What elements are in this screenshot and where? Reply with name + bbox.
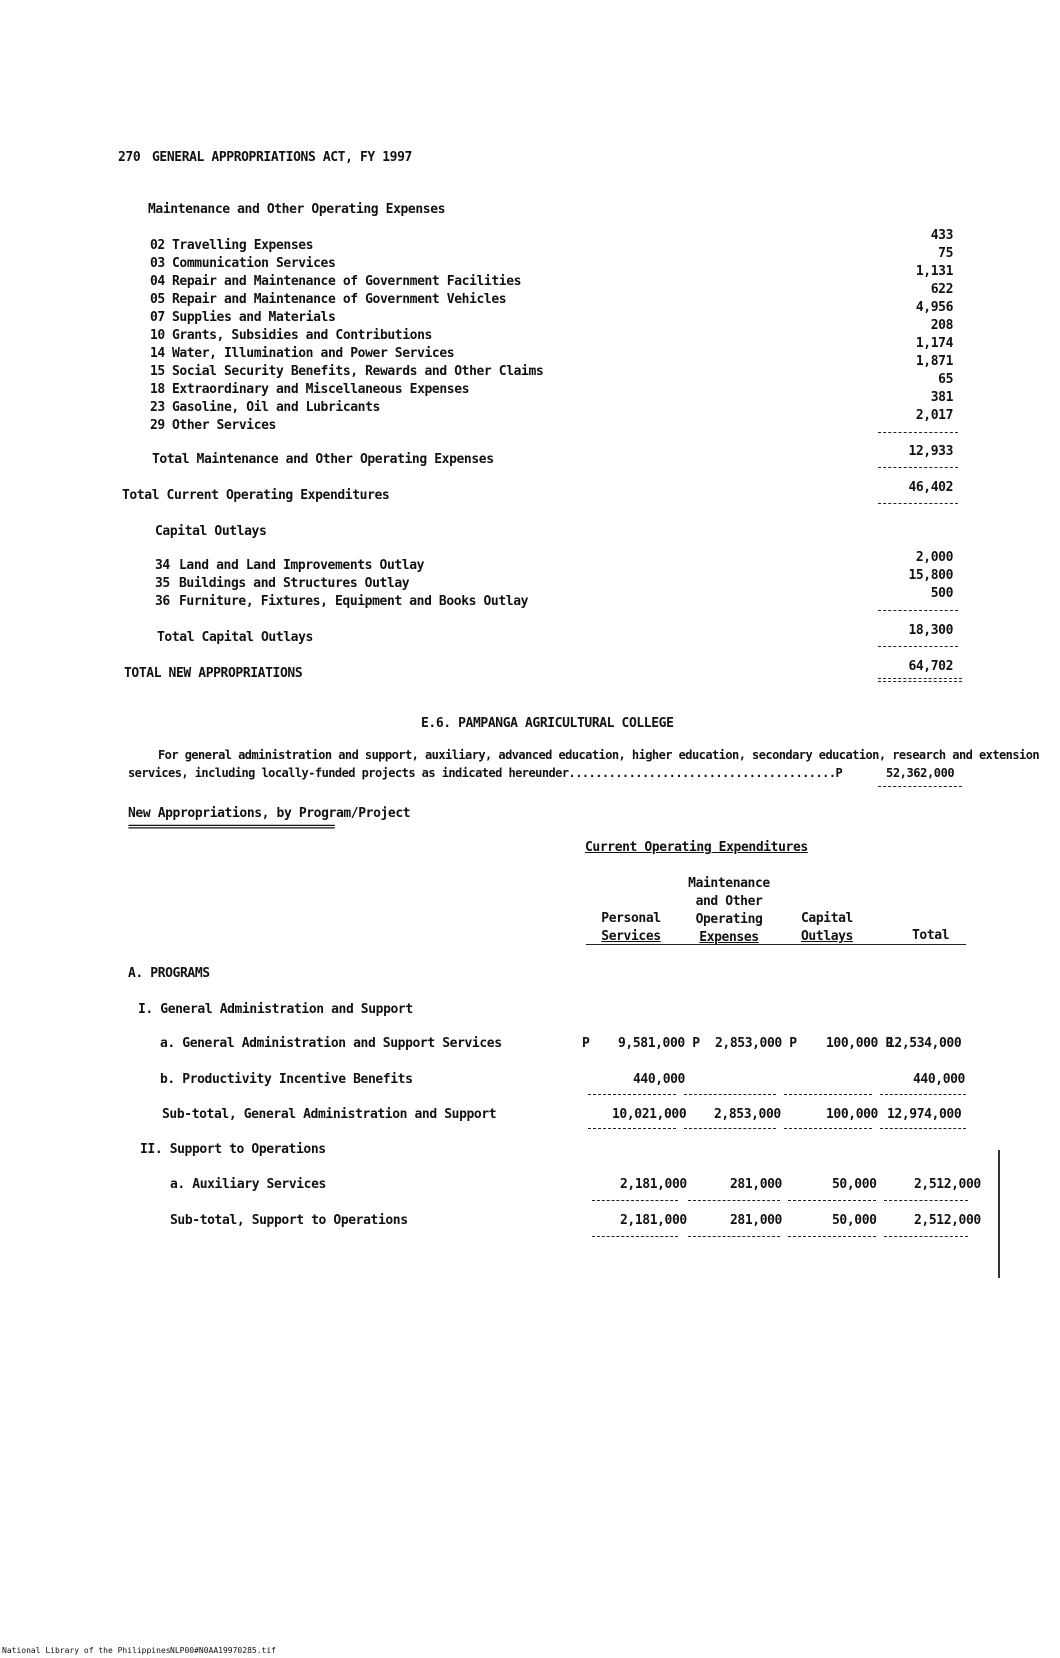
co-item-code: 35 bbox=[155, 576, 170, 591]
moe-item-label: Supplies and Materials bbox=[172, 310, 336, 325]
total-new-label: TOTAL NEW APPROPRIATIONS bbox=[124, 666, 303, 681]
moe-item-code: 18 bbox=[150, 382, 165, 397]
moe-item-label: Other Services bbox=[172, 418, 276, 433]
cell-ps: 10,021,000 bbox=[612, 1107, 687, 1122]
subtotal-rule bbox=[688, 1236, 780, 1237]
subtotal-rule bbox=[588, 1094, 676, 1095]
moe-item-amount: 4,956 bbox=[915, 300, 953, 315]
purpose-amount-rule bbox=[878, 786, 962, 787]
subtotal-rule bbox=[884, 1200, 968, 1201]
col-header-line: Outlays bbox=[801, 929, 853, 944]
col-header-personal-services bbox=[586, 910, 676, 946]
peso-sign: P bbox=[582, 1036, 590, 1051]
purpose-line-2: services, including locally-funded projects as indicated hereunder........................................P bbox=[128, 766, 843, 780]
moe-item-code: 15 bbox=[150, 364, 165, 379]
subtotal-rule bbox=[592, 1236, 678, 1237]
co-item-amount: 15,800 bbox=[908, 568, 953, 583]
moe-item-label: Grants, Subsidies and Contributions bbox=[172, 328, 432, 343]
new-approp-rule: ====================================== bbox=[128, 820, 335, 833]
moe-item-amount: 75 bbox=[938, 246, 953, 261]
cell-co: 50,000 bbox=[832, 1213, 877, 1228]
cell-moe: 2,853,000 P bbox=[715, 1036, 797, 1051]
col-header-line: Services bbox=[601, 929, 661, 944]
col-header-capital-outlays bbox=[783, 910, 871, 946]
row-label: b. Productivity Incentive Benefits bbox=[160, 1072, 413, 1087]
cell-ps: 9,581,000 P bbox=[618, 1036, 700, 1051]
footer-library: National Library of the Philippines bbox=[2, 1646, 171, 1655]
subtotal-rule bbox=[788, 1236, 876, 1237]
total-coe-amount: 46,402 bbox=[908, 480, 953, 495]
footer-filename: NLP00#N0AA19970285.tif bbox=[170, 1646, 276, 1655]
scan-edge-line bbox=[998, 1150, 1000, 1278]
subtotal-rule bbox=[878, 646, 958, 647]
moe-item-amount: 622 bbox=[930, 282, 953, 297]
total-moe-amount: 12,933 bbox=[908, 444, 953, 459]
total-new-amount: 64,702 bbox=[908, 659, 953, 674]
moe-item-amount: 1,871 bbox=[915, 354, 953, 369]
total-co-amount: 18,300 bbox=[908, 623, 953, 638]
cell-ps: 440,000 bbox=[633, 1072, 685, 1087]
subtotal-rule bbox=[784, 1128, 872, 1129]
co-item-amount: 500 bbox=[930, 586, 953, 601]
moe-heading: Maintenance and Other Operating Expenses bbox=[148, 202, 446, 217]
moe-item-amount: 208 bbox=[930, 318, 953, 333]
row-label: Sub-total, Support to Operations bbox=[170, 1213, 408, 1228]
subtotal-rule bbox=[592, 1200, 678, 1201]
moe-item-code: 10 bbox=[150, 328, 165, 343]
subtotal-rule bbox=[784, 1094, 872, 1095]
cell-moe: 281,000 bbox=[730, 1177, 782, 1192]
col-header-line: Maintenance bbox=[688, 876, 770, 891]
moe-item-label: Water, Illumination and Power Services bbox=[172, 346, 455, 361]
sto-heading: II. Support to Operations bbox=[140, 1142, 326, 1157]
cell-total: 12,534,000 bbox=[887, 1036, 962, 1051]
page-number: 270 bbox=[118, 150, 141, 165]
subtotal-rule bbox=[688, 1200, 780, 1201]
subtotal-rule bbox=[878, 503, 958, 504]
col-header-line: Capital bbox=[801, 911, 853, 926]
subtotal-rule bbox=[884, 1236, 968, 1237]
cell-ps: 2,181,000 bbox=[620, 1213, 687, 1228]
co-item-label: Buildings and Structures Outlay bbox=[179, 576, 410, 591]
purpose-line-1: For general administration and support, auxiliary, advanced education, higher education, secondary education, research and extension bbox=[158, 748, 1040, 762]
col-header-line: Personal bbox=[601, 911, 661, 926]
moe-item-amount: 65 bbox=[938, 372, 953, 387]
moe-item-amount: 1,174 bbox=[915, 336, 953, 351]
co-item-code: 36 bbox=[155, 594, 170, 609]
subtotal-rule bbox=[880, 1128, 966, 1129]
moe-item-label: Extraordinary and Miscellaneous Expenses bbox=[172, 382, 470, 397]
moe-item-code: 05 bbox=[150, 292, 165, 307]
cell-total: 440,000 bbox=[913, 1072, 965, 1087]
group-header: Current Operating Expenditures bbox=[585, 840, 808, 855]
section-title: E.6. PAMPANGA AGRICULTURAL COLLEGE bbox=[421, 716, 674, 731]
row-label: Sub-total, General Administration and Support bbox=[162, 1107, 497, 1122]
cell-moe: 2,853,000 bbox=[714, 1107, 781, 1122]
total-moe-label: Total Maintenance and Other Operating Expenses bbox=[152, 452, 494, 467]
cell-co: 50,000 bbox=[832, 1177, 877, 1192]
moe-item-label: Social Security Benefits, Rewards and Other Claims bbox=[172, 364, 544, 379]
col-header-total: Total bbox=[912, 928, 950, 943]
subtotal-rule bbox=[880, 1094, 966, 1095]
moe-item-amount: 2,017 bbox=[915, 408, 953, 423]
co-item-code: 34 bbox=[155, 558, 170, 573]
subtotal-rule bbox=[878, 610, 958, 611]
cell-moe: 281,000 bbox=[730, 1213, 782, 1228]
programs-label: A. PROGRAMS bbox=[128, 966, 210, 981]
moe-item-label: Travelling Expenses bbox=[172, 238, 314, 253]
subtotal-rule bbox=[878, 467, 958, 468]
col-header-line: Expenses bbox=[699, 930, 759, 945]
moe-item-code: 07 bbox=[150, 310, 165, 325]
moe-item-code: 02 bbox=[150, 238, 165, 253]
subtotal-rule bbox=[788, 1200, 876, 1201]
row-label: a. Auxiliary Services bbox=[170, 1177, 326, 1192]
co-item-label: Land and Land Improvements Outlay bbox=[179, 558, 425, 573]
total-co-label: Total Capital Outlays bbox=[157, 630, 313, 645]
cell-total: 12,974,000 bbox=[887, 1107, 962, 1122]
moe-item-label: Gasoline, Oil and Lubricants bbox=[172, 400, 380, 415]
new-approp-heading: New Appropriations, by Program/Project bbox=[128, 806, 411, 821]
moe-item-code: 04 bbox=[150, 274, 165, 289]
cell-total: 2,512,000 bbox=[914, 1177, 981, 1192]
gas-heading: I. General Administration and Support bbox=[138, 1002, 413, 1017]
purpose-amount: 52,362,000 bbox=[886, 766, 955, 780]
header-underline bbox=[586, 944, 966, 945]
col-header-line: and Other bbox=[695, 894, 763, 909]
cell-total: 2,512,000 bbox=[914, 1213, 981, 1228]
col-header-moe bbox=[683, 875, 775, 947]
subtotal-rule bbox=[684, 1128, 776, 1129]
cell-co: 100,000 bbox=[826, 1107, 878, 1122]
subtotal-rule bbox=[878, 432, 958, 433]
moe-item-code: 03 bbox=[150, 256, 165, 271]
subtotal-rule bbox=[588, 1128, 676, 1129]
total-coe-label: Total Current Operating Expenditures bbox=[122, 488, 390, 503]
cell-co: 100,000 P bbox=[826, 1036, 893, 1051]
moe-item-amount: 433 bbox=[930, 228, 953, 243]
moe-item-code: 29 bbox=[150, 418, 165, 433]
subtotal-rule bbox=[684, 1094, 776, 1095]
moe-item-code: 14 bbox=[150, 346, 165, 361]
moe-item-label: Repair and Maintenance of Government Facilities bbox=[172, 274, 522, 289]
moe-item-code: 23 bbox=[150, 400, 165, 415]
cell-ps: 2,181,000 bbox=[620, 1177, 687, 1192]
moe-item-amount: 381 bbox=[930, 390, 953, 405]
col-header-line: Operating bbox=[695, 912, 763, 927]
row-label: a. General Administration and Support Services bbox=[160, 1036, 502, 1051]
co-item-amount: 2,000 bbox=[915, 550, 953, 565]
grand-total-rule bbox=[878, 678, 962, 682]
moe-item-label: Communication Services bbox=[172, 256, 336, 271]
co-heading: Capital Outlays bbox=[155, 524, 267, 539]
co-item-label: Furniture, Fixtures, Equipment and Books Outlay bbox=[179, 594, 529, 609]
moe-item-amount: 1,131 bbox=[915, 264, 953, 279]
page-header-title: GENERAL APPROPRIATIONS ACT, FY 1997 bbox=[152, 150, 412, 165]
moe-item-label: Repair and Maintenance of Government Vehicles bbox=[172, 292, 507, 307]
